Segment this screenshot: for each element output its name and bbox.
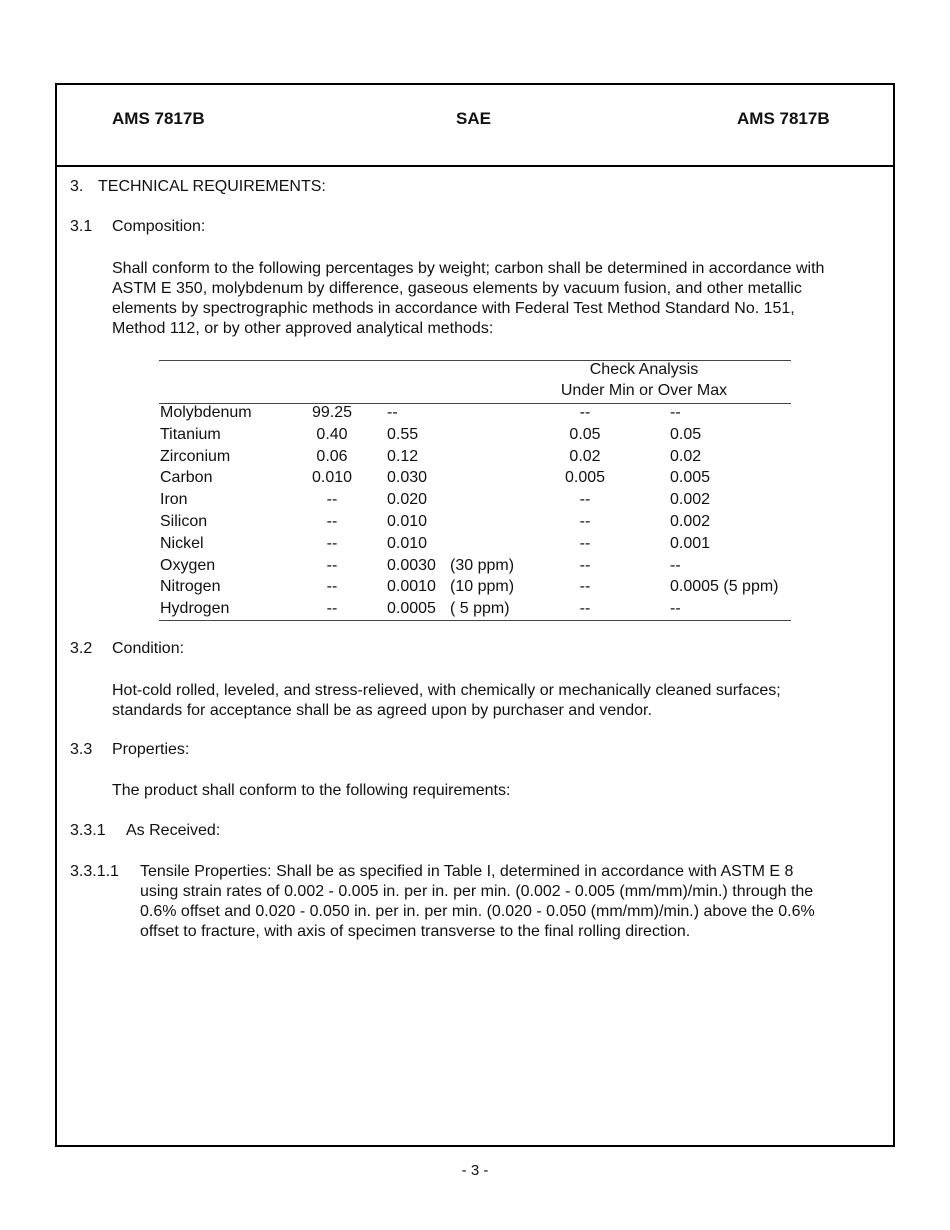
cell-under: --	[579, 404, 591, 421]
cell-min: --	[326, 578, 338, 596]
section-3-1-number: 3.1	[70, 218, 93, 235]
cell-under: 0.05	[569, 425, 601, 443]
cell-max: 0.12	[387, 447, 419, 465]
cell-min: 0.06	[316, 447, 348, 465]
cell-ppm: (30 ppm)	[450, 556, 515, 574]
cell-max: 0.010	[387, 534, 428, 552]
cell-under: 0.005	[564, 469, 606, 487]
cell-over: 0.001	[670, 534, 711, 552]
section-3-1-title: Composition:	[112, 218, 206, 235]
cell-under: --	[579, 556, 591, 574]
section-3-3-1-1-number: 3.3.1.1	[70, 863, 119, 880]
cell-max: 0.020	[387, 491, 428, 509]
cell-over: 0.005	[670, 469, 711, 487]
composition-line-1: Shall conform to the following percentages by weight; carbon shall be determined in accordance with	[112, 260, 825, 277]
cell-element: Molybdenum	[160, 404, 252, 421]
header-doc-id-left: AMS 7817B	[112, 109, 205, 128]
cell-under: --	[579, 491, 591, 509]
condition-line-2: standards for acceptance shall be as agreed upon by purchaser and vendor.	[112, 702, 652, 719]
cell-ppm: ( 5 ppm)	[450, 600, 510, 618]
cell-under: --	[579, 513, 591, 530]
cell-over: 0.05	[670, 425, 702, 443]
properties-text: The product shall conform to the following requirements:	[112, 782, 511, 799]
cell-element: Oxygen	[160, 556, 216, 574]
cell-min: --	[326, 534, 338, 552]
composition-line-4: Method 112, or by other approved analytical methods:	[112, 320, 494, 337]
table-header-under-over: Under Min or Over Max	[560, 382, 728, 399]
cell-max: 0.030	[387, 469, 428, 487]
cell-under: --	[579, 578, 591, 596]
tensile-line-3: 0.6% offset and 0.020 - 0.050 in. per in. per min. (0.020 - 0.050 (mm/mm)/min.) above the 0.6%	[140, 903, 815, 920]
cell-max: 0.0005	[387, 600, 436, 618]
section-3-3-title: Properties:	[112, 741, 190, 758]
cell-min: --	[326, 556, 338, 574]
cell-element: Carbon	[160, 469, 213, 487]
cell-element: Zirconium	[160, 447, 231, 465]
section-3-3-1-number: 3.3.1	[70, 822, 106, 839]
cell-over: --	[670, 404, 681, 421]
cell-over: 0.002	[670, 513, 711, 530]
cell-under: --	[579, 534, 591, 552]
tensile-line-4: offset to fracture, with axis of specimen transverse to the final rolling direction.	[140, 923, 691, 940]
section-3-2-title: Condition:	[112, 640, 185, 657]
cell-over: 0.0005 (5 ppm)	[670, 578, 779, 596]
condition-line-1: Hot-cold rolled, leveled, and stress-relieved, with chemically or mechanically cleaned surfaces;	[112, 682, 781, 699]
cell-element: Iron	[160, 491, 188, 509]
tensile-line-2: using strain rates of 0.002 - 0.005 in. per in. per min. (0.002 - 0.005 (mm/mm)/min.) through the	[140, 883, 814, 900]
cell-min: 99.25	[311, 404, 353, 421]
cell-max: 0.0010	[387, 578, 436, 596]
cell-over: --	[670, 556, 681, 574]
cell-element: Silicon	[160, 513, 208, 530]
cell-element: Nickel	[160, 534, 204, 552]
page-number: - 3 -	[461, 1162, 489, 1179]
section-3-number: 3.	[70, 178, 84, 195]
cell-over: 0.002	[670, 491, 711, 509]
cell-min: 0.40	[316, 425, 348, 443]
table-bottom-rule	[159, 620, 791, 621]
cell-over: --	[670, 600, 681, 618]
cell-min: --	[326, 491, 338, 509]
header-divider	[55, 165, 895, 167]
cell-element: Hydrogen	[160, 600, 230, 618]
cell-min: 0.010	[311, 469, 353, 487]
cell-under: 0.02	[569, 447, 601, 465]
section-3-3-1-title: As Received:	[126, 822, 221, 839]
table-header-check-analysis: Check Analysis	[589, 361, 699, 378]
cell-ppm: (10 ppm)	[450, 578, 515, 596]
cell-min: --	[326, 513, 338, 530]
cell-element: Titanium	[160, 425, 221, 443]
cell-over: 0.02	[670, 447, 702, 465]
header-org: SAE	[456, 109, 491, 128]
tensile-line-1: Tensile Properties: Shall be as specified in Table I, determined in accordance with ASTM E 8	[140, 863, 794, 880]
cell-element: Nitrogen	[160, 578, 221, 596]
section-3-2-number: 3.2	[70, 640, 93, 657]
cell-min: --	[326, 600, 338, 618]
cell-max: 0.0030	[387, 556, 436, 574]
cell-under: --	[579, 600, 591, 618]
section-3-title: TECHNICAL REQUIREMENTS:	[98, 178, 326, 195]
section-3-3-number: 3.3	[70, 741, 93, 758]
composition-line-2: ASTM E 350, molybdenum by difference, gaseous elements by vacuum fusion, and other metallic	[112, 280, 802, 297]
cell-max: 0.010	[387, 513, 428, 530]
header-doc-id-right: AMS 7817B	[737, 109, 830, 128]
cell-max: 0.55	[387, 425, 419, 443]
composition-line-3: elements by spectrographic methods in accordance with Federal Test Method Standard No. 151,	[112, 300, 795, 317]
cell-max: --	[387, 404, 398, 421]
